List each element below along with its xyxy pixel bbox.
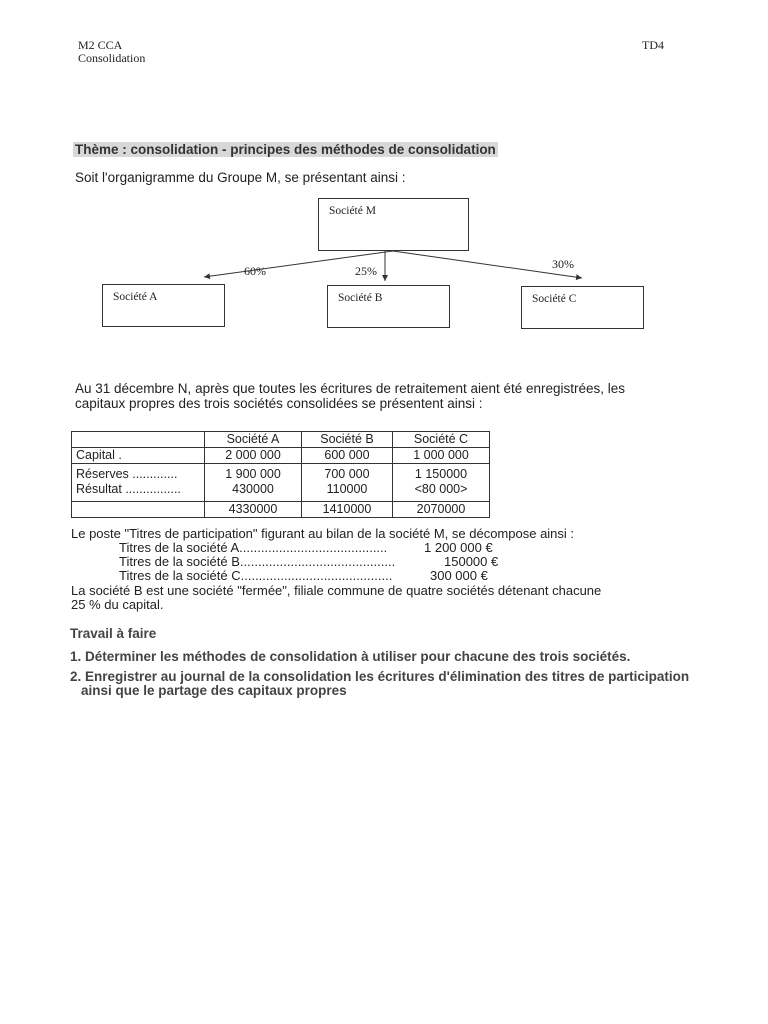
table-row (72, 448, 490, 464)
table-row (72, 502, 490, 518)
cell-total-b: 1410000 (302, 502, 393, 518)
box-societe-a: Société A (102, 284, 225, 327)
row-label-total (72, 502, 205, 518)
titres-line-a-value: 1 200 000 € (424, 540, 493, 555)
cell-capital-b: 600 000 (302, 448, 393, 464)
box-societe-m: Société M (318, 198, 469, 251)
titres-line-a-label: Titres de la société A......................................... (119, 540, 388, 555)
cell-total-c: 2070000 (393, 502, 490, 518)
equity-paragraph-line1: Au 31 décembre N, après que toutes les écritures de retraitement aient été enregistrées, les (75, 381, 626, 396)
task-item-2-line2: ainsi que le partage des capitaux propres (81, 683, 347, 698)
cell-reserves-b: 700 000 (324, 467, 370, 481)
note-line2: 25 % du capital. (71, 597, 164, 612)
table-header-row (72, 432, 490, 448)
travail-title: Travail à faire (70, 626, 157, 641)
box-societe-c: Société C (521, 286, 644, 329)
task-item-1: 1. Déterminer les méthodes de consolidation à utiliser pour chacune des trois sociétés. (70, 649, 631, 664)
percent-c: 30% (552, 257, 574, 271)
table-header-cell: Société B (302, 432, 393, 448)
course-name: M2 CCA (78, 38, 123, 52)
table-header-cell (72, 432, 205, 448)
course-subject: Consolidation (78, 51, 146, 65)
titres-intro: Le poste "Titres de participation" figurant au bilan de la société M, se décompose ainsi : (71, 526, 575, 541)
cell-reserves-resultat-a (205, 464, 302, 502)
cell-reserves-c: 1 150000 (414, 467, 468, 481)
intro-text: Soit l'organigramme du Groupe M, se présentant ainsi : (75, 170, 406, 185)
titres-line-b-label: Titres de la société B........................................... (119, 554, 396, 569)
titres-line-b-value: 150000 € (444, 554, 499, 569)
table-header-cell: Société C (393, 432, 490, 448)
note-line1: La société B est une société "fermée", filiale commune de quatre sociétés détenant chacune (71, 583, 602, 598)
cell-total-a: 4330000 (205, 502, 302, 518)
label-resultat: Résultat ................ (76, 482, 181, 496)
cell-capital-a: 2 000 000 (205, 448, 302, 464)
row-label-capital: Capital . (72, 448, 205, 464)
percent-a: 60% (244, 264, 266, 278)
td-number: TD4 (642, 38, 664, 52)
table-header-cell: Société A (205, 432, 302, 448)
table-row (72, 464, 490, 502)
percent-b: 25% (355, 264, 377, 278)
cell-reserves-a: 1 900 000 (225, 467, 281, 481)
titres-line-c-value: 300 000 € (430, 568, 488, 583)
label-reserves: Réserves ............. (76, 467, 178, 481)
cell-resultat-a: 430000 (232, 482, 274, 496)
cell-reserves-resultat-c (393, 464, 490, 502)
titres-line-c-label: Titres de la société C.......................................... (119, 568, 393, 583)
cell-resultat-b: 110000 (326, 482, 368, 496)
row-label-reserves-resultat (72, 464, 205, 502)
theme-title: Thème : consolidation - principes des méthodes de consolidation (75, 142, 496, 157)
cell-reserves-resultat-b (302, 464, 393, 502)
equity-paragraph-line2: capitaux propres des trois sociétés consolidées se présentent ainsi : (75, 396, 483, 411)
task-item-2-line1: 2. Enregistrer au journal de la consolidation les écritures d'élimination des titres de participation (70, 669, 690, 684)
cell-resultat-c: <80 000> (414, 482, 468, 496)
box-societe-b: Société B (327, 285, 450, 328)
equity-table (71, 431, 490, 518)
cell-capital-c: 1 000 000 (393, 448, 490, 464)
